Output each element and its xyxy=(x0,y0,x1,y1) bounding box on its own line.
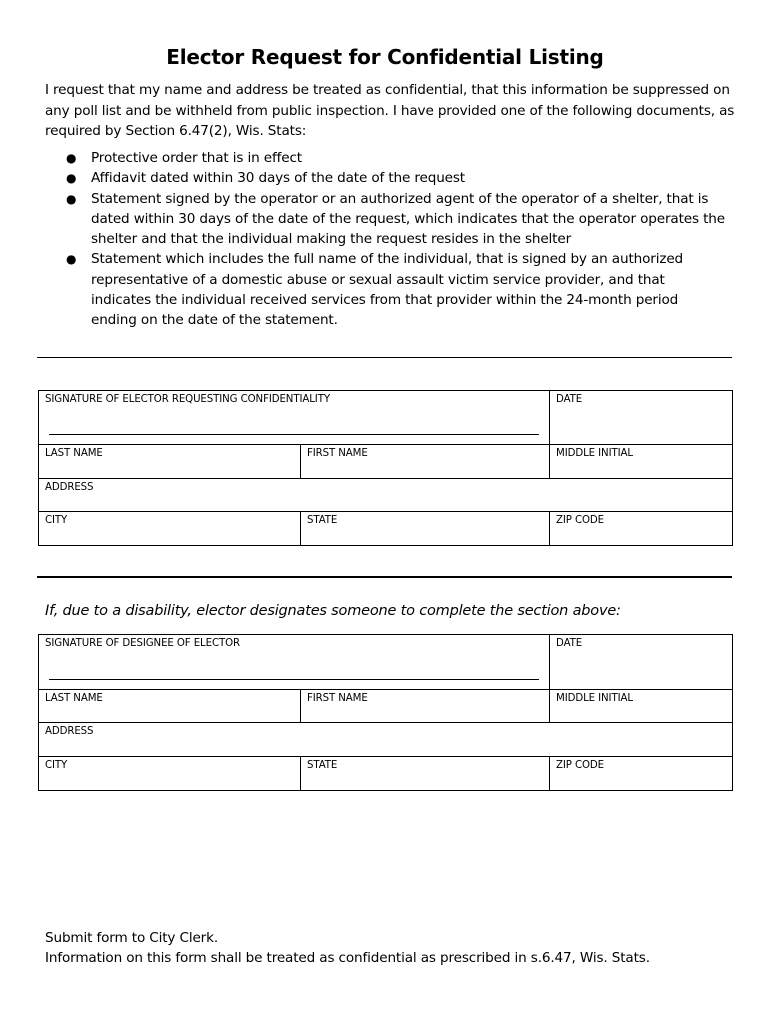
required-documents-list xyxy=(66,148,726,331)
elector-state-field[interactable] xyxy=(301,512,550,546)
bullet-icon: ● xyxy=(66,171,77,186)
elector-first-name-field[interactable] xyxy=(301,445,550,479)
designee-signature-field[interactable] xyxy=(39,635,550,690)
field-label: FIRST NAME xyxy=(307,693,368,704)
field-label: ZIP CODE xyxy=(556,515,604,526)
elector-date-field[interactable] xyxy=(550,391,733,445)
list-item xyxy=(66,168,726,188)
signature-line xyxy=(49,679,539,680)
field-label: MIDDLE INITIAL xyxy=(556,693,633,704)
designee-state-field[interactable] xyxy=(301,757,550,791)
field-label: DATE xyxy=(556,638,583,649)
bullet-icon: ● xyxy=(66,151,77,165)
designee-zip-field[interactable] xyxy=(550,757,733,791)
elector-city-field[interactable] xyxy=(39,512,301,546)
field-label: STATE xyxy=(307,515,338,526)
field-label: ADDRESS xyxy=(45,482,94,493)
field-label: CITY xyxy=(45,760,68,771)
field-label: MIDDLE INITIAL xyxy=(556,448,633,459)
field-label: LAST NAME xyxy=(45,448,103,459)
designee-form-table xyxy=(38,634,733,791)
bullet-icon: ● xyxy=(66,191,77,206)
designee-instructions: If, due to a disability, elector designates someone to complete the section above: xyxy=(45,603,621,619)
footer xyxy=(45,928,650,968)
list-item-text: Protective order that is in effect xyxy=(91,150,302,166)
signature-line xyxy=(49,434,539,435)
list-item xyxy=(66,189,726,250)
designee-date-field[interactable] xyxy=(550,635,733,690)
section-divider xyxy=(37,357,732,358)
field-label: ADDRESS xyxy=(45,726,94,737)
field-label: CITY xyxy=(45,515,68,526)
list-item xyxy=(66,249,726,330)
list-item-text: Affidavit dated within 30 days of the date of the request xyxy=(91,170,465,187)
elector-form-table xyxy=(38,390,733,546)
field-label: LAST NAME xyxy=(45,693,103,704)
designee-address-field[interactable] xyxy=(39,723,733,757)
elector-address-field[interactable] xyxy=(39,479,733,512)
field-label: SIGNATURE OF DESIGNEE OF ELECTOR xyxy=(45,638,240,649)
field-label: SIGNATURE OF ELECTOR REQUESTING CONFIDENTIALITY xyxy=(45,394,330,405)
field-label: ZIP CODE xyxy=(556,760,604,771)
list-item-text: Statement which includes the full name of the individual, that is signed by an authorized representative of a domestic abuse or sexual assault victim service provider, and that indicates the individual received services from that provider within the 24-month period ending on the date of the statement. xyxy=(91,251,684,329)
submit-instruction: Submit form to City Clerk. xyxy=(45,930,219,946)
designee-last-name-field[interactable] xyxy=(39,690,301,723)
field-label: FIRST NAME xyxy=(307,448,368,459)
field-label: DATE xyxy=(556,394,583,405)
designee-middle-initial-field[interactable] xyxy=(550,690,733,723)
elector-middle-initial-field[interactable] xyxy=(550,445,733,479)
list-item-text: Statement signed by the operator or an authorized agent of the operator of a shelter, that is dated within 30 days of the date of the request, which indicates that the operator operates the shelter and that the individual making the request resides in the shelter xyxy=(91,190,725,248)
elector-signature-field[interactable] xyxy=(39,391,550,445)
bullet-icon: ● xyxy=(66,252,77,267)
designee-city-field[interactable] xyxy=(39,757,301,791)
page-title: Elector Request for Confidential Listing xyxy=(166,45,604,69)
confidentiality-notice: Information on this form shall be treated as confidential as prescribed in s.6.47, Wis. Stats. xyxy=(45,950,650,966)
elector-last-name-field[interactable] xyxy=(39,445,301,479)
section-divider xyxy=(37,576,732,578)
intro-paragraph: I request that my name and address be treated as confidential, that this information be suppressed on any poll list and be withheld from public inspection. I have provided one of the following documents, as required by Section 6.47(2), Wis. Stats: xyxy=(45,82,735,139)
elector-zip-field[interactable] xyxy=(550,512,733,546)
list-item xyxy=(66,148,726,168)
field-label: STATE xyxy=(307,760,338,771)
designee-first-name-field[interactable] xyxy=(301,690,550,723)
